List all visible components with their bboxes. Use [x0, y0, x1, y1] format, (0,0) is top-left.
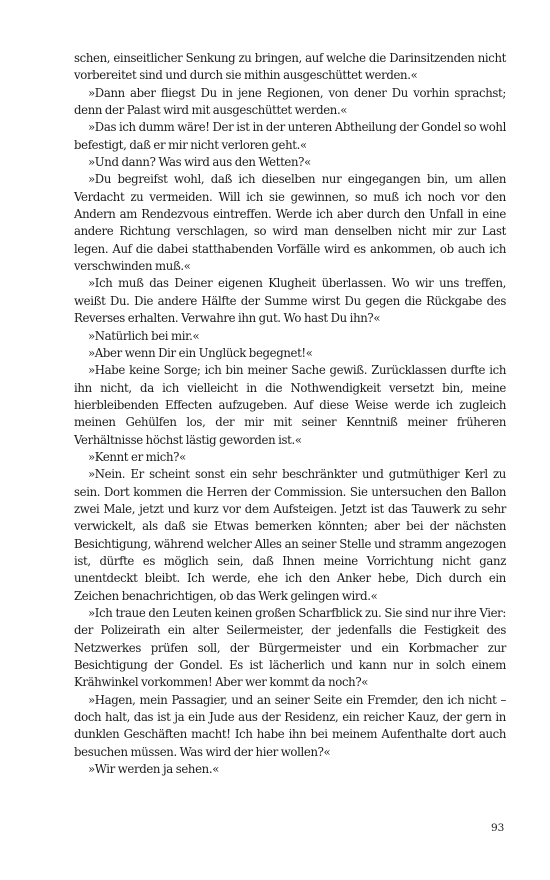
paragraph: »Wir werden ja sehen.« [88, 762, 220, 777]
paragraph: »Das ich dumm wäre! Der ist in der unteren Abtheilung der Gondel so wohl befestigt, daß er mir nicht verloren geht.« [74, 120, 506, 152]
paragraph: »Hagen, mein Passagier, und an seiner Seite ein Fremder, den ich nicht – doch halt, das ist ja ein Jude aus der Residenz, ein reicher Kauz, der gern in dunklen Geschäften macht! Ich habe ihn bei meinem Aufenthalte dort auch besuchen müssen. Was wird der hier wollen?« [74, 692, 506, 759]
paragraph: »Nein. Er scheint sonst ein sehr beschränkter und gutmüthiger Kerl zu sein. Dort kommen die Herren der Commission. Sie untersuchen den Ballon zwei Male, jetzt und kurz vor dem Aufsteigen. Jetzt ist das Tauwerk zu sehr verwickelt, als daß sie Etwas bemerken könnten; aber bei der nächsten Besichtigung, während welcher Alles an seiner Stelle und stramm angezogen ist, dürfte es möglich sein, daß Ihnen meine Vorrichtung nicht ganz unentdeckt bleibt. Ich werde, ehe ich den Anker hebe, Dich durch ein Zeichen benachrichtigen, ob das Werk gelingen wird.« [74, 467, 506, 603]
paragraph: »Du begreifst wohl, daß ich dieselben nur eingegangen bin, um allen Verdacht zu vermeiden. Will ich sie gewinnen, so muß ich noch vor den Andern am Rendezvous eintreffen. Werde ich aber durch den Unfall in eine andere Richtung verschlagen, so wird man denselben nicht mir zur Last legen. Auf die dabei statthabenden Vorfälle wird es ankommen, ob auch ich verschwinden muß.« [74, 172, 506, 274]
paragraph: »Ich traue den Leuten keinen großen Scharfblick zu. Sie sind nur ihre Vier: der Polizeirath ein alter Seilermeister, der jedenfalls die Festigkeit des Netzwerkes prüfen soll, der Bürgermeister und ein Korbmacher zur Besichtigung der Gondel. Es ist lächerlich und kann nur in solch einem Krähwinkel vorkommen! Aber wer kommt da noch?« [74, 606, 506, 690]
paragraph: »Natürlich bei mir.« [88, 328, 200, 343]
paragraph: »Aber wenn Dir ein Unglück begegnet!« [88, 345, 313, 360]
paragraph: schen, einseitlicher Senkung zu bringen, auf welche die Darinsitzenden nicht vorbereitet sind und durch sie mithin ausgeschüttet werden.« [74, 51, 506, 83]
paragraph: »Ich muß das Deiner eigenen Klugheit überlassen. Wo wir uns treffen, weißt Du. Die andere Hälfte der Summe wirst Du gegen die Rückgabe des Reverses erhalten. Verwahre ihn gut. Wo hast Du ihn?« [74, 276, 506, 326]
paragraph: »Habe keine Sorge; ich bin meiner Sache gewiß. Zurücklassen durfte ich ihn nicht, da ich vielleicht in die Nothwendigkeit versetzt bin, meine hierbleibenden Effecten aufzugeben. Auf diese Weise werde ich zugleich meinen Gehülfen los, der mir mit seiner Kenntniß meiner früheren Verhältnisse höchst lästig geworden ist.« [74, 363, 506, 447]
paragraph: »Kennt er mich?« [88, 449, 186, 464]
page-body [74, 50, 506, 778]
paragraph: »Und dann? Was wird aus den Wetten?« [88, 155, 311, 170]
page-number: 93 [491, 822, 505, 834]
paragraph: »Dann aber fliegst Du in jene Regionen, von dener Du vorhin sprachst; denn der Palast wird mit ausgeschüttet werden.« [74, 85, 506, 118]
